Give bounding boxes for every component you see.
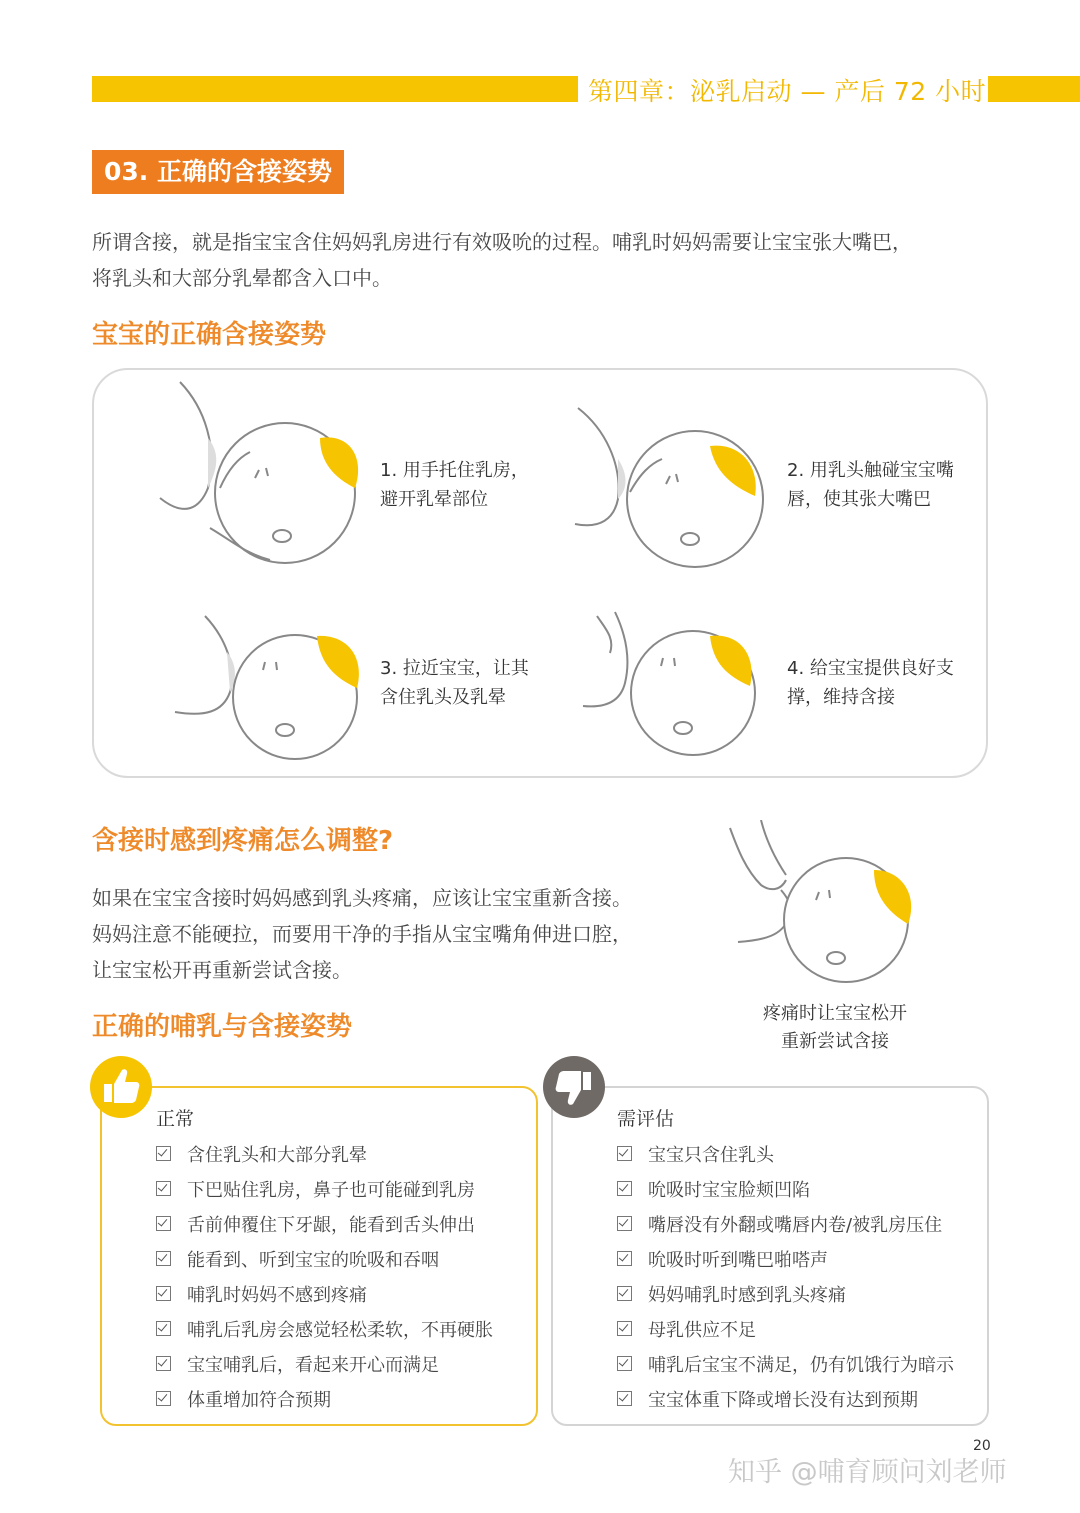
evaluate-list [617,1136,954,1416]
checkbox-icon [156,1286,171,1301]
step-line: 1. 用手托住乳房， [380,460,529,481]
step-3-text [380,654,580,712]
list-item: 下巴贴住乳房，鼻子也可能碰到乳房 [156,1171,493,1206]
step-line: 3. 拉近宝宝，让其 [380,658,529,679]
normal-title: 正常 [156,1108,195,1130]
pain-release-illustration [726,820,921,990]
watermark: 知乎 @哺育顾问刘老师 [728,1457,1007,1488]
step-line: 避开乳晕部位 [380,489,488,510]
list-item: 哺乳后宝宝不满足，仍有饥饿行为暗示 [617,1346,954,1381]
step-4-text [787,654,987,712]
list-item: 母乳供应不足 [617,1311,954,1346]
pain-caption [740,1000,930,1056]
normal-list [156,1136,493,1416]
pain-line: 妈妈注意不能硬拉，而要用干净的手指从宝宝嘴角伸进口腔， [92,922,632,946]
intro-paragraph [92,224,912,296]
checkbox-icon [156,1356,171,1371]
baby-latch-illustration-3 [165,612,370,762]
checkbox-icon [156,1146,171,1161]
list-item: 含住乳头和大部分乳晕 [156,1136,493,1171]
checkbox-icon [617,1286,632,1301]
checkbox-icon [617,1391,632,1406]
step-1-text [380,456,580,514]
page-number: 20 [973,1438,991,1454]
checkbox-icon [617,1251,632,1266]
list-item: 妈妈哺乳时感到乳头疼痛 [617,1276,954,1311]
list-item: 嘴唇没有外翻或嘴唇内卷/被乳房压住 [617,1206,954,1241]
step-line: 撑，维持含接 [787,687,895,708]
checkbox-icon [156,1391,171,1406]
list-item: 吮吸时听到嘴巴啪嗒声 [617,1241,954,1276]
list-item: 哺乳时妈妈不感到疼痛 [156,1276,493,1311]
pain-line: 让宝宝松开再重新尝试含接。 [92,958,352,982]
checkbox-icon [617,1216,632,1231]
step-2-text [787,456,987,514]
list-item: 舌前伸覆住下牙龈，能看到舌头伸出 [156,1206,493,1241]
caption-line: 重新尝试含接 [781,1031,889,1052]
checkbox-icon [617,1321,632,1336]
checkbox-icon [617,1146,632,1161]
steps-heading: 宝宝的正确含接姿势 [92,320,327,350]
chapter-title: 第四章：泌乳启动 — 产后 72 小时 [588,77,987,106]
checkbox-icon [617,1356,632,1371]
pain-paragraph [92,880,632,988]
checkbox-icon [156,1181,171,1196]
compare-heading: 正确的哺乳与含接姿势 [92,1012,353,1042]
list-item: 吮吸时宝宝脸颊凹陷 [617,1171,954,1206]
caption-line: 疼痛时让宝宝松开 [763,1003,907,1024]
section-tag: 03. 正确的含接姿势 [92,150,344,194]
checkbox-icon [156,1321,171,1336]
list-item: 能看到、听到宝宝的吮吸和吞咽 [156,1241,493,1276]
checkbox-icon [156,1251,171,1266]
list-item: 哺乳后乳房会感觉轻松柔软，不再硬胀 [156,1311,493,1346]
baby-latch-illustration-2 [570,404,790,574]
baby-latch-illustration-4 [575,608,775,758]
intro-line: 所谓含接，就是指宝宝含住妈妈乳房进行有效吸吮的过程。哺乳时妈妈需要让宝宝张大嘴巴， [92,230,912,254]
pain-line: 如果在宝宝含接时妈妈感到乳头疼痛，应该让宝宝重新含接。 [92,886,632,910]
thumbs-up-icon [90,1056,152,1118]
header-bar-right [988,76,1080,102]
normal-box [100,1086,538,1426]
intro-line: 将乳头和大部分乳晕都含入口中。 [92,266,392,290]
pain-heading: 含接时感到疼痛怎么调整? [92,826,394,856]
baby-latch-illustration-1 [150,378,380,568]
evaluate-box [551,1086,989,1426]
checkbox-icon [156,1216,171,1231]
evaluate-title: 需评估 [617,1108,675,1130]
thumbs-down-icon [543,1056,605,1118]
list-item: 宝宝体重下降或增长没有达到预期 [617,1381,954,1416]
step-line: 唇，使其张大嘴巴 [787,489,931,510]
list-item: 宝宝哺乳后，看起来开心而满足 [156,1346,493,1381]
step-line: 含住乳头及乳晕 [380,687,506,708]
step-line: 2. 用乳头触碰宝宝嘴 [787,460,954,481]
step-line: 4. 给宝宝提供良好支 [787,658,954,679]
list-item: 宝宝只含住乳头 [617,1136,954,1171]
checkbox-icon [617,1181,632,1196]
header-bar-left [92,76,578,102]
list-item: 体重增加符合预期 [156,1381,493,1416]
